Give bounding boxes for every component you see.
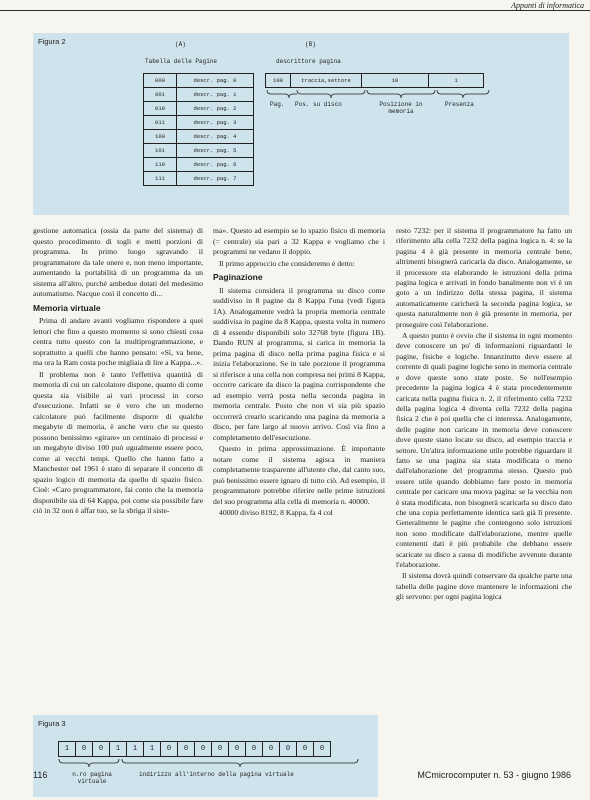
page-descriptor-label: descr. pag. 3	[177, 116, 254, 130]
paragraph: Il primo approccio che consideremo è detto:	[219, 258, 355, 268]
descriptor-presence-cell: 1	[429, 74, 484, 88]
address-bit: 0	[229, 742, 246, 756]
descriptor-disk-cell: traccia,settore	[291, 74, 362, 88]
address-bit: 0	[161, 742, 178, 756]
address-bit: 0	[263, 742, 280, 756]
figure-2-part-b: (B)	[305, 41, 316, 48]
address-bit: 0	[280, 742, 297, 756]
address-bit: 0	[297, 742, 314, 756]
address-bit: 0	[246, 742, 263, 756]
address-bit: 0	[178, 742, 195, 756]
page-index: 101	[144, 144, 177, 158]
page-descriptor-label: descr. pag. 2	[177, 102, 254, 116]
address-bit: 0	[93, 742, 110, 756]
page-descriptor-label: descr. pag. 6	[177, 158, 254, 172]
descriptor-label-page: Pag.	[270, 101, 285, 108]
figure-2	[33, 33, 569, 215]
descriptor-label-memory: Posizione in memoria	[379, 101, 423, 115]
heading-memoria-virtuale: Memoria virtuale	[33, 302, 101, 313]
address-bit: 1	[127, 742, 144, 756]
paragraph: A questo punto è ovvio che il sistema in ogni momento deve conoscere un po' di informazioni riguardanti le pagine, fisiche e logiche. Innanzitutto deve essere al corrente di quali pagine logiche sono in memoria centrale e dove queste sono state poste. Se nell'esempio precedente la pagina logica 4 è stata precedentemente caricata nella pagina fisica n. 2, il riferimento cella 7232 della pagina logica 4 diventa cella 7232 della pagina fisica 2 che è poi quella che ci interessa. Analogamente, delle pagine non caricate in memoria deve conoscere dove queste siano locate su disco, ad esempio traccia e settore. Un'altra informazione utile potrebbe riguardare il fatto se una pagina sia stata modificata o meno dall'elaborazione del programma stesso. Questo può essere utile quando dobbiamo fare posto in memoria centrale per caricare una nuova pagina: se la vecchia non è stata modificata, non bisognerà scaricarla su disco dato che una copia perfettamente identica sarà già lì presente. Generalmente le pagine che contengono solo istruzioni non sono modificate dall'elaborazione, mentre quelle contenenti dati è più probabile che debbano essere scaricate su disco a causa di modifiche avvenute durante l'elaborazione.	[396, 331, 572, 569]
address-bit: 1	[144, 742, 161, 756]
paragraph: gestione automatica (ossia da parte del sistema) di questo procedimento di togli e metti porzioni di programma. In primo luogo sgravando il programmatore da tale onere e, non meno importante, aumentando la portabilità di un programma da un sistema all'altro, purché ambedue dotati del medesimo automatismo. Nacque così il concetto di...	[33, 226, 203, 298]
heading-paginazione: Paginazione	[213, 272, 263, 282]
paragraph: Questo in prima approssimazione. È importante notare come il sistema agisca in maniera completamente trasparente all'utente che, dal canto suo, può benissimo essere ignaro di tutto ciò. Ad esempio, il programmatore potrebbe riferire nelle prime istruzioni del suo programma alla cella di memoria n. 40000.	[213, 444, 385, 506]
page-descriptor-label: descr. pag. 5	[177, 144, 254, 158]
figure-3	[33, 715, 378, 797]
page-index: 001	[144, 88, 177, 102]
article-column-2	[213, 226, 385, 520]
address-bit: 0	[212, 742, 229, 756]
paragraph: Il problema non è tanto l'effettiva quantità di memoria di cui un calcolatore dispone, quanto di come questa sia visibile ai vari processi in corso d'esecuzione. Infatti se è vero che un moderno calcolatore può facilmente disporre di qualche megabyte di memoria, è anche vero che su questo possono benissimo «girare» un centinaio di processi e un megabyte diviso 100 può ugualmente essere poco, come ai vecchi tempi. Quello che hanno fatto a Manchester nel 1961 è stato di separare il concetto di spazio logico di memoria da quello di spazio fisico. Cioè: «Caro programmatore, fai conto che la memoria disponibile sia di 64 Kappa, poi come sia possibile fare ciò in 32 non è affar tuo, se la sbriga il siste-	[33, 369, 203, 515]
article-column-3	[396, 226, 572, 604]
paragraph: Il sistema considera il programma su disco come suddiviso in 8 pagine da 8 Kappa l'una (vedi figura 1A). Analogamente vedrà la propria memoria centrale suddivisa in pagine da 8 Kappa, questa volta in numero di 4 essendo disponibili solo 32768 byte (figura 1B). Dando RUN al programma, si carica in memoria la prima pagina di disco nella prima pagina fisica e si inizia l'elaborazione. Se in tale porzione il programma si riferisce a una cella non compresa nei primi 8 Kappa, occorre caricare da disco la pagina corrispondente che ad esempio verrà posta nella seconda pagina in memoria centrale. Posto che non vi sia più spazio occorrerà crearlo scaricando una pagina da memoria a disco, per fare largo al nuovo arrivo. Così via fino a completamento dell'esecuzione.	[213, 285, 385, 442]
section-header: Appunti di informatica	[511, 1, 584, 10]
descriptor-page-cell: 100	[266, 74, 291, 88]
page-index: 100	[144, 130, 177, 144]
page-descriptor-label: descr. pag. 1	[177, 88, 254, 102]
paragraph: resto 7232: per il sistema il programmatore ha fatto un riferimento alla cella 7232 della pagina logica n. 4: se la pagina 4 è già presente in memoria centrale bene, altrimenti bisognerà caricarla da disco. Analogamente, se il processore sta elaborando le istruzioni della prima pagina logica e arrivati in fondo banalmente non vi è un goto a un indirizzo della stessa pagina, il sistema automaticamente caricherà la seconda pagina logica, se questa naturalmente non è già presente in memoria, per proseguire così l'elaborazione.	[396, 226, 572, 329]
paragraph: Il sistema dovrà quindi conservare da qualche parte una tabella delle pagine dove mantenere le informazioni che gli servono: per ogni pagina logica	[396, 571, 572, 602]
page-descriptor-label: descr. pag. 0	[177, 74, 254, 88]
paragraph: ma». Questo ad esempio se lo spazio fisico di memoria (= centrale) sia pari a 32 Kappa e vogliamo che i programmi ne vedano il doppio.	[213, 226, 385, 256]
address-bit: 1	[110, 742, 127, 756]
page-index: 010	[144, 102, 177, 116]
page-index: 110	[144, 158, 177, 172]
descriptor-title: descrittore pagina	[276, 58, 341, 65]
article-column-1	[33, 226, 203, 518]
address-bit: 0	[76, 742, 93, 756]
page-number-label: n.ro pagina virtuale	[72, 771, 112, 785]
page-number: 116	[33, 770, 48, 780]
figure-3-label: Figura 3	[38, 719, 66, 728]
page-descriptor-label: descr. pag. 4	[177, 130, 254, 144]
descriptor-memory-cell: 10	[362, 74, 429, 88]
page-index: 000	[144, 74, 177, 88]
descriptor-brackets	[33, 33, 569, 215]
descriptor-label-disk: Pos. su disco	[295, 101, 342, 108]
page-index: 011	[144, 116, 177, 130]
header-rule	[0, 10, 590, 11]
page-offset-label: indirizzo all'interno della pagina virtuale	[139, 771, 294, 778]
magazine-issue: MCmicrocomputer n. 53 - giugno 1986	[417, 770, 571, 780]
address-bit: 1	[59, 742, 76, 756]
figure-2-part-a: (A)	[175, 41, 186, 48]
paragraph: 40000 diviso 8192, 8 Kappa, fa 4 col	[219, 508, 333, 517]
address-bit: 0	[195, 742, 212, 756]
address-bit: 0	[319, 745, 325, 753]
figure-2-label: Figura 2	[38, 37, 66, 46]
page-table-title: Tabella delle Pagine	[145, 58, 218, 65]
paragraph: Prima di andare avanti vogliamo rispondere a quei lettori che fino a questo momento si sono chiesti cosa centra tutto questo con la multiprogrammazione, e soprattutto a quelli che hanno pensato: «Sì, va bene, ma ora la Ram costa poche migliaia di lire a Kappa...».	[33, 316, 203, 367]
page-index: 111	[144, 172, 177, 186]
descriptor-label-presence: Presenza	[445, 101, 474, 108]
page-descriptor-label: descr. pag. 7	[177, 172, 254, 186]
